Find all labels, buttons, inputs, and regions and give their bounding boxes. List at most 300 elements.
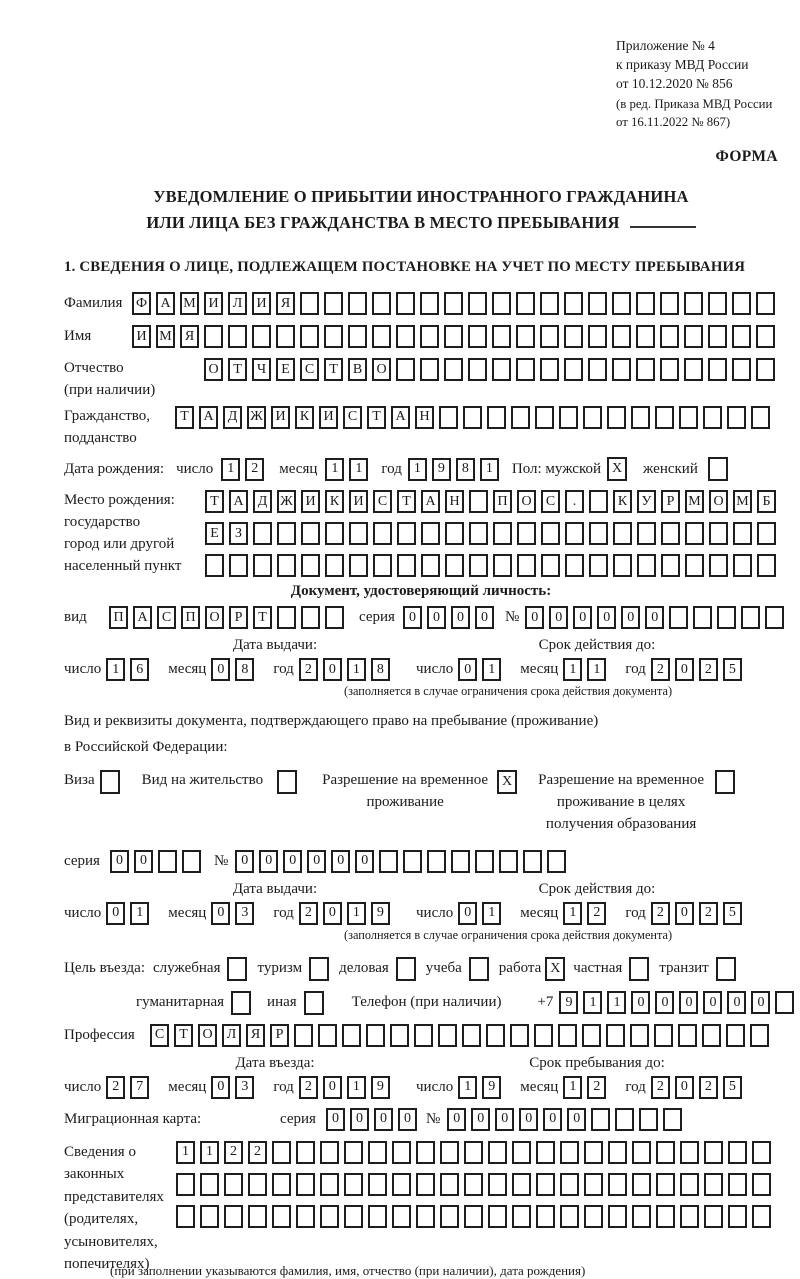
form-cell[interactable]: Я [276, 292, 295, 315]
form-cell[interactable] [661, 554, 680, 577]
form-cell[interactable]: О [372, 358, 391, 381]
form-cell[interactable] [693, 606, 712, 629]
form-cell[interactable]: 1 [482, 902, 501, 925]
form-cell[interactable]: 9 [432, 458, 451, 481]
form-cell[interactable] [679, 406, 698, 429]
form-cell[interactable] [379, 850, 398, 873]
form-cell[interactable]: С [157, 606, 176, 629]
form-cell[interactable] [516, 358, 535, 381]
form-cell[interactable] [613, 522, 632, 545]
form-cell[interactable]: 0 [567, 1108, 586, 1131]
form-cell[interactable] [227, 957, 247, 981]
form-cell[interactable] [541, 554, 560, 577]
form-cell[interactable] [535, 406, 554, 429]
form-cell[interactable]: 0 [519, 1108, 538, 1131]
form-cell[interactable] [656, 1205, 675, 1228]
form-cell[interactable] [304, 991, 324, 1015]
form-cell[interactable] [390, 1024, 409, 1047]
form-cell[interactable] [685, 522, 704, 545]
form-cell[interactable] [728, 1205, 747, 1228]
form-cell[interactable] [636, 358, 655, 381]
form-cell[interactable]: 0 [655, 991, 674, 1014]
form-cell[interactable]: 5 [723, 1076, 742, 1099]
form-cell[interactable]: 1 [482, 658, 501, 681]
form-cell[interactable] [205, 554, 224, 577]
form-cell[interactable]: 0 [458, 902, 477, 925]
form-cell[interactable] [176, 1205, 195, 1228]
form-cell[interactable]: 0 [326, 1108, 345, 1131]
form-cell[interactable] [582, 1024, 601, 1047]
form-cell[interactable]: А [133, 606, 152, 629]
form-cell[interactable] [462, 1024, 481, 1047]
form-cell[interactable] [438, 1024, 457, 1047]
form-cell[interactable]: Н [445, 490, 464, 513]
form-cell[interactable] [536, 1205, 555, 1228]
form-cell[interactable] [708, 457, 728, 481]
form-cell[interactable] [200, 1205, 219, 1228]
form-cell[interactable] [349, 554, 368, 577]
form-cell[interactable]: 2 [245, 458, 264, 481]
form-cell[interactable]: 1 [563, 902, 582, 925]
form-cell[interactable] [733, 554, 752, 577]
form-cell[interactable]: 0 [451, 606, 470, 629]
form-cell[interactable] [732, 292, 751, 315]
form-cell[interactable] [296, 1173, 315, 1196]
form-cell[interactable]: 0 [355, 850, 374, 873]
form-cell[interactable] [612, 358, 631, 381]
form-cell[interactable]: Я [180, 325, 199, 348]
form-cell[interactable] [468, 325, 487, 348]
form-cell[interactable] [559, 406, 578, 429]
form-cell[interactable]: 2 [699, 658, 718, 681]
form-cell[interactable] [342, 1024, 361, 1047]
form-cell[interactable] [492, 292, 511, 315]
form-cell[interactable] [344, 1173, 363, 1196]
form-cell[interactable] [752, 1141, 771, 1164]
form-cell[interactable] [636, 325, 655, 348]
form-cell[interactable] [224, 1205, 243, 1228]
form-cell[interactable]: 8 [456, 458, 475, 481]
form-cell[interactable]: 0 [549, 606, 568, 629]
form-cell[interactable] [248, 1173, 267, 1196]
form-cell[interactable]: М [180, 292, 199, 315]
form-cell[interactable]: 0 [403, 606, 422, 629]
form-cell[interactable] [488, 1173, 507, 1196]
form-cell[interactable] [176, 1173, 195, 1196]
form-cell[interactable]: 0 [475, 606, 494, 629]
form-cell[interactable] [678, 1024, 697, 1047]
form-cell[interactable]: Т [205, 490, 224, 513]
form-cell[interactable]: 0 [727, 991, 746, 1014]
form-cell[interactable] [715, 770, 735, 794]
form-cell[interactable]: О [198, 1024, 217, 1047]
form-cell[interactable] [373, 554, 392, 577]
form-cell[interactable]: 0 [573, 606, 592, 629]
form-cell[interactable] [680, 1205, 699, 1228]
form-cell[interactable] [200, 1173, 219, 1196]
form-cell[interactable]: Ф [132, 292, 151, 315]
form-cell[interactable] [469, 957, 489, 981]
form-cell[interactable]: 0 [675, 1076, 694, 1099]
form-cell[interactable] [277, 522, 296, 545]
form-cell[interactable]: Т [397, 490, 416, 513]
form-cell[interactable]: 0 [323, 658, 342, 681]
form-cell[interactable]: 2 [299, 902, 318, 925]
form-cell[interactable]: 0 [525, 606, 544, 629]
form-cell[interactable] [564, 358, 583, 381]
form-cell[interactable] [636, 292, 655, 315]
form-cell[interactable]: 0 [447, 1108, 466, 1131]
form-cell[interactable] [416, 1141, 435, 1164]
form-cell[interactable] [420, 325, 439, 348]
form-cell[interactable] [632, 1141, 651, 1164]
form-cell[interactable] [253, 554, 272, 577]
form-cell[interactable] [272, 1141, 291, 1164]
form-cell[interactable]: Ч [252, 358, 271, 381]
form-cell[interactable] [584, 1173, 603, 1196]
form-cell[interactable] [368, 1173, 387, 1196]
form-cell[interactable] [608, 1141, 627, 1164]
form-cell[interactable] [741, 606, 760, 629]
form-cell[interactable] [276, 325, 295, 348]
form-cell[interactable]: 1 [587, 658, 606, 681]
form-cell[interactable] [591, 1108, 610, 1131]
form-cell[interactable] [439, 406, 458, 429]
form-cell[interactable] [680, 1173, 699, 1196]
form-cell[interactable] [589, 490, 608, 513]
form-cell[interactable] [301, 554, 320, 577]
form-cell[interactable] [708, 358, 727, 381]
form-cell[interactable] [392, 1205, 411, 1228]
form-cell[interactable]: 0 [679, 991, 698, 1014]
form-cell[interactable] [416, 1173, 435, 1196]
form-cell[interactable] [637, 554, 656, 577]
form-cell[interactable] [584, 1141, 603, 1164]
form-cell[interactable] [588, 292, 607, 315]
form-cell[interactable]: П [181, 606, 200, 629]
form-cell[interactable]: Т [228, 358, 247, 381]
form-cell[interactable]: 9 [371, 1076, 390, 1099]
form-cell[interactable] [541, 522, 560, 545]
form-cell[interactable] [493, 554, 512, 577]
form-cell[interactable] [608, 1205, 627, 1228]
form-cell[interactable]: С [541, 490, 560, 513]
form-cell[interactable]: 9 [482, 1076, 501, 1099]
form-cell[interactable] [775, 991, 794, 1014]
form-cell[interactable] [669, 606, 688, 629]
form-cell[interactable] [751, 406, 770, 429]
form-cell[interactable] [684, 292, 703, 315]
form-cell[interactable]: 2 [106, 1076, 125, 1099]
form-cell[interactable] [660, 292, 679, 315]
form-cell[interactable] [277, 606, 296, 629]
form-cell[interactable] [475, 850, 494, 873]
form-cell[interactable]: 1 [200, 1141, 219, 1164]
form-cell[interactable]: 1 [458, 1076, 477, 1099]
form-cell[interactable] [639, 1108, 658, 1131]
form-cell[interactable] [560, 1205, 579, 1228]
form-cell[interactable] [229, 554, 248, 577]
form-cell[interactable]: 1 [176, 1141, 195, 1164]
form-cell[interactable]: А [391, 406, 410, 429]
form-cell[interactable]: 8 [371, 658, 390, 681]
form-cell[interactable] [540, 358, 559, 381]
form-cell[interactable]: 0 [597, 606, 616, 629]
form-cell[interactable]: 2 [651, 1076, 670, 1099]
form-cell[interactable]: Р [661, 490, 680, 513]
form-cell[interactable]: С [373, 490, 392, 513]
form-cell[interactable]: Т [175, 406, 194, 429]
form-cell[interactable]: 2 [587, 1076, 606, 1099]
form-cell[interactable] [510, 1024, 529, 1047]
form-cell[interactable] [512, 1205, 531, 1228]
form-cell[interactable]: 0 [235, 850, 254, 873]
form-cell[interactable] [248, 1205, 267, 1228]
form-cell[interactable] [231, 991, 251, 1015]
form-cell[interactable] [224, 1173, 243, 1196]
form-cell[interactable] [558, 1024, 577, 1047]
form-cell[interactable]: И [319, 406, 338, 429]
form-cell[interactable]: А [229, 490, 248, 513]
form-cell[interactable] [277, 554, 296, 577]
form-cell[interactable] [272, 1205, 291, 1228]
form-cell[interactable]: Т [367, 406, 386, 429]
form-cell[interactable] [344, 1205, 363, 1228]
form-cell[interactable]: Д [223, 406, 242, 429]
form-cell[interactable]: А [156, 292, 175, 315]
form-cell[interactable]: И [204, 292, 223, 315]
form-cell[interactable] [716, 957, 736, 981]
form-cell[interactable]: 1 [607, 991, 626, 1014]
form-cell[interactable] [325, 554, 344, 577]
form-cell[interactable]: 1 [563, 1076, 582, 1099]
form-cell[interactable]: 0 [621, 606, 640, 629]
form-cell[interactable] [613, 554, 632, 577]
form-cell[interactable]: М [685, 490, 704, 513]
form-cell[interactable] [517, 554, 536, 577]
form-cell[interactable]: 2 [587, 902, 606, 925]
form-cell[interactable] [309, 957, 329, 981]
form-cell[interactable]: И [252, 292, 271, 315]
form-cell[interactable] [709, 554, 728, 577]
form-cell[interactable]: 1 [347, 1076, 366, 1099]
form-cell[interactable] [468, 292, 487, 315]
form-cell[interactable] [444, 358, 463, 381]
form-cell[interactable] [660, 358, 679, 381]
form-cell[interactable] [656, 1173, 675, 1196]
form-cell[interactable] [348, 292, 367, 315]
form-cell[interactable] [158, 850, 177, 873]
form-cell[interactable] [396, 358, 415, 381]
form-cell[interactable] [612, 292, 631, 315]
form-cell[interactable] [318, 1024, 337, 1047]
form-cell[interactable]: Б [757, 490, 776, 513]
form-cell[interactable]: 2 [699, 1076, 718, 1099]
form-cell[interactable] [564, 292, 583, 315]
form-cell[interactable] [445, 522, 464, 545]
form-cell[interactable] [182, 850, 201, 873]
form-cell[interactable] [757, 522, 776, 545]
form-cell[interactable]: 1 [347, 902, 366, 925]
form-cell[interactable]: 9 [559, 991, 578, 1014]
form-cell[interactable] [727, 406, 746, 429]
form-cell[interactable] [704, 1173, 723, 1196]
form-cell[interactable]: У [637, 490, 656, 513]
form-cell[interactable]: И [132, 325, 151, 348]
form-cell[interactable] [630, 1024, 649, 1047]
form-cell[interactable] [589, 554, 608, 577]
form-cell[interactable] [540, 292, 559, 315]
form-cell[interactable]: 1 [408, 458, 427, 481]
form-cell[interactable]: 0 [259, 850, 278, 873]
form-cell[interactable]: 0 [398, 1108, 417, 1131]
form-cell[interactable] [488, 1141, 507, 1164]
form-cell[interactable] [540, 325, 559, 348]
form-cell[interactable] [294, 1024, 313, 1047]
form-cell[interactable]: Р [229, 606, 248, 629]
form-cell[interactable] [615, 1108, 634, 1131]
form-cell[interactable] [512, 1141, 531, 1164]
form-cell[interactable] [324, 292, 343, 315]
form-cell[interactable] [703, 406, 722, 429]
form-cell[interactable]: 1 [480, 458, 499, 481]
form-cell[interactable] [440, 1173, 459, 1196]
form-cell[interactable]: Ж [277, 490, 296, 513]
form-cell[interactable] [637, 522, 656, 545]
form-cell[interactable]: 0 [631, 991, 650, 1014]
form-cell[interactable] [728, 1173, 747, 1196]
form-cell[interactable]: Л [222, 1024, 241, 1047]
form-cell[interactable]: К [325, 490, 344, 513]
form-cell[interactable]: 2 [651, 902, 670, 925]
form-cell[interactable]: Я [246, 1024, 265, 1047]
form-cell[interactable]: . [565, 490, 584, 513]
form-cell[interactable]: Т [324, 358, 343, 381]
form-cell[interactable]: 0 [323, 902, 342, 925]
form-cell[interactable]: 0 [543, 1108, 562, 1131]
form-cell[interactable]: 0 [211, 1076, 230, 1099]
form-cell[interactable] [756, 358, 775, 381]
form-cell[interactable]: 6 [130, 658, 149, 681]
form-cell[interactable] [368, 1205, 387, 1228]
form-cell[interactable]: 0 [471, 1108, 490, 1131]
form-cell[interactable] [516, 325, 535, 348]
form-cell[interactable]: С [150, 1024, 169, 1047]
form-cell[interactable] [588, 325, 607, 348]
form-cell[interactable]: О [205, 606, 224, 629]
form-cell[interactable] [684, 325, 703, 348]
form-cell[interactable] [654, 1024, 673, 1047]
form-cell[interactable]: 0 [350, 1108, 369, 1131]
form-cell[interactable] [584, 1205, 603, 1228]
form-cell[interactable] [440, 1141, 459, 1164]
form-cell[interactable] [416, 1205, 435, 1228]
form-cell[interactable]: И [301, 490, 320, 513]
form-cell[interactable] [606, 1024, 625, 1047]
form-cell[interactable] [451, 850, 470, 873]
form-cell[interactable] [301, 522, 320, 545]
form-cell[interactable] [228, 325, 247, 348]
form-cell[interactable]: 0 [211, 658, 230, 681]
form-cell[interactable] [488, 1205, 507, 1228]
form-cell[interactable]: Е [276, 358, 295, 381]
form-cell[interactable] [421, 554, 440, 577]
form-cell[interactable] [366, 1024, 385, 1047]
form-cell[interactable] [750, 1024, 769, 1047]
form-cell[interactable]: 2 [224, 1141, 243, 1164]
form-cell[interactable] [373, 522, 392, 545]
form-cell[interactable]: О [709, 490, 728, 513]
form-cell[interactable]: 0 [323, 1076, 342, 1099]
form-cell[interactable] [661, 522, 680, 545]
form-cell[interactable]: И [271, 406, 290, 429]
form-cell[interactable] [565, 522, 584, 545]
form-cell[interactable] [320, 1141, 339, 1164]
form-cell[interactable] [607, 406, 626, 429]
form-cell[interactable] [421, 522, 440, 545]
form-cell[interactable] [560, 1173, 579, 1196]
form-cell[interactable]: 0 [751, 991, 770, 1014]
form-cell[interactable]: С [343, 406, 362, 429]
form-cell[interactable]: 2 [299, 658, 318, 681]
form-cell[interactable]: 0 [331, 850, 350, 873]
form-cell[interactable]: 0 [106, 902, 125, 925]
form-cell[interactable]: 5 [723, 658, 742, 681]
form-cell[interactable]: 0 [307, 850, 326, 873]
form-cell[interactable] [464, 1173, 483, 1196]
form-cell[interactable]: П [109, 606, 128, 629]
form-cell[interactable] [300, 325, 319, 348]
form-cell[interactable] [368, 1141, 387, 1164]
form-cell[interactable] [708, 325, 727, 348]
form-cell[interactable] [392, 1141, 411, 1164]
form-cell[interactable] [320, 1173, 339, 1196]
form-cell[interactable]: 0 [283, 850, 302, 873]
form-cell[interactable]: 0 [675, 902, 694, 925]
form-cell[interactable] [403, 850, 422, 873]
form-cell[interactable]: 0 [675, 658, 694, 681]
form-cell[interactable]: X [545, 957, 565, 981]
form-cell[interactable] [547, 850, 566, 873]
form-cell[interactable] [660, 325, 679, 348]
form-cell[interactable] [486, 1024, 505, 1047]
form-cell[interactable] [517, 522, 536, 545]
form-cell[interactable] [583, 406, 602, 429]
form-cell[interactable] [296, 1141, 315, 1164]
form-cell[interactable]: 2 [699, 902, 718, 925]
form-cell[interactable] [536, 1141, 555, 1164]
form-cell[interactable] [728, 1141, 747, 1164]
form-cell[interactable] [469, 554, 488, 577]
form-cell[interactable]: Р [270, 1024, 289, 1047]
form-cell[interactable]: 1 [106, 658, 125, 681]
form-cell[interactable] [733, 522, 752, 545]
form-cell[interactable]: X [497, 770, 517, 794]
form-cell[interactable]: Т [174, 1024, 193, 1047]
form-cell[interactable]: Е [205, 522, 224, 545]
form-cell[interactable] [468, 358, 487, 381]
form-cell[interactable] [680, 1141, 699, 1164]
form-cell[interactable]: 0 [134, 850, 153, 873]
form-cell[interactable] [589, 522, 608, 545]
form-cell[interactable]: А [199, 406, 218, 429]
form-cell[interactable]: И [349, 490, 368, 513]
form-cell[interactable] [492, 325, 511, 348]
form-cell[interactable] [608, 1173, 627, 1196]
form-cell[interactable] [325, 606, 344, 629]
form-cell[interactable] [629, 957, 649, 981]
form-cell[interactable] [348, 325, 367, 348]
